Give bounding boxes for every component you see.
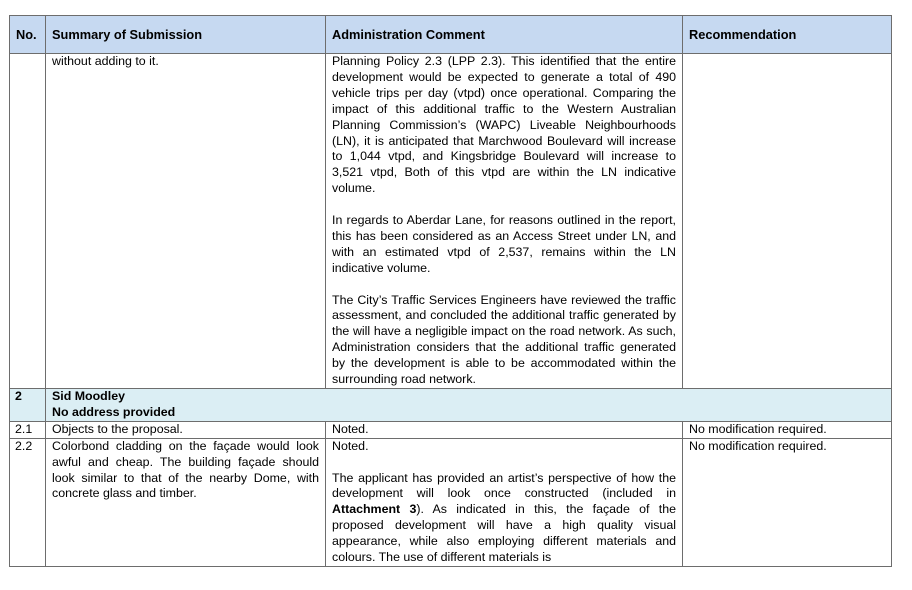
comment-paragraph: The City’s Traffic Services Engineers have reviewed the traffic assessment, and concluded the additional traffic generated by the will have a negligible impact on the road network. As such, Administration considers that the additional traffic generated by the development is able to be accommodated within the surrounding road network.: [332, 292, 676, 387]
comment-cell: [326, 54, 683, 389]
table-row-continued: [10, 54, 892, 389]
recommendation-cell: No modification required.: [683, 438, 892, 566]
header-comment: Administration Comment: [326, 16, 683, 54]
header-row: [10, 16, 892, 54]
section-row: [10, 389, 892, 422]
recommendation-cell: [683, 54, 892, 389]
comment-paragraph: In regards to Aberdar Lane, for reasons outlined in the report, this has been considered as an Access Street under LN, and with an estimated vtpd of 2,537, remains within the LN indicative volume.: [332, 213, 676, 275]
header-no: No.: [10, 16, 46, 54]
row-number: 2.2: [10, 438, 46, 566]
table-row: [10, 438, 892, 566]
comment-paragraph: Noted.: [332, 438, 369, 453]
summary-cell: without adding to it.: [46, 54, 326, 389]
recommendation-cell: No modification required.: [683, 421, 892, 438]
comment-text: The applicant has provided an artist’s perspective of how the development will look once constructed (included in: [332, 470, 676, 501]
comment-paragraph: [332, 471, 676, 566]
summary-cell: Colorbond cladding on the façade would look awful and cheap. The building façade should look similar to that of the nearby Dome, with concrete glass and timber.: [46, 438, 326, 566]
section-number: 2: [10, 389, 46, 422]
attachment-reference: Attachment 3: [332, 502, 417, 517]
submissions-table: [9, 15, 892, 567]
comment-text: ). As indicated in this, the façade of the proposed development will have a high quality visual appearance, while also employing different materials and colours. The use of different materials is: [332, 502, 676, 565]
summary-cell: Objects to the proposal.: [46, 421, 326, 438]
submitter-address: No address provided: [52, 404, 176, 419]
row-number: 2.1: [10, 421, 46, 438]
table-row: [10, 421, 892, 438]
section-heading: [46, 389, 892, 422]
row-number: [10, 54, 46, 389]
comment-cell: [326, 438, 683, 566]
header-summary: Summary of Submission: [46, 16, 326, 54]
comment-paragraph: Planning Policy 2.3 (LPP 2.3). This identified that the entire development would be expected to generate a total of 490 vehicle trips per day (vtpd) once operational. Comparing the impact of this additional traffic to the Western Australian Planning Commission’s (WAPC) Liveable Neighbourhoods (LN), it is anticipated that Marchwood Boulevard will increase to 1,044 vtpd, and Kingsbridge Boulevard will increase to 3,521 vtpd, Both of this vtpd are within the LN indicative volume.: [332, 54, 676, 196]
comment-cell: Noted.: [326, 421, 683, 438]
submitter-name: Sid Moodley: [52, 389, 125, 403]
header-recommendation: Recommendation: [683, 16, 892, 54]
